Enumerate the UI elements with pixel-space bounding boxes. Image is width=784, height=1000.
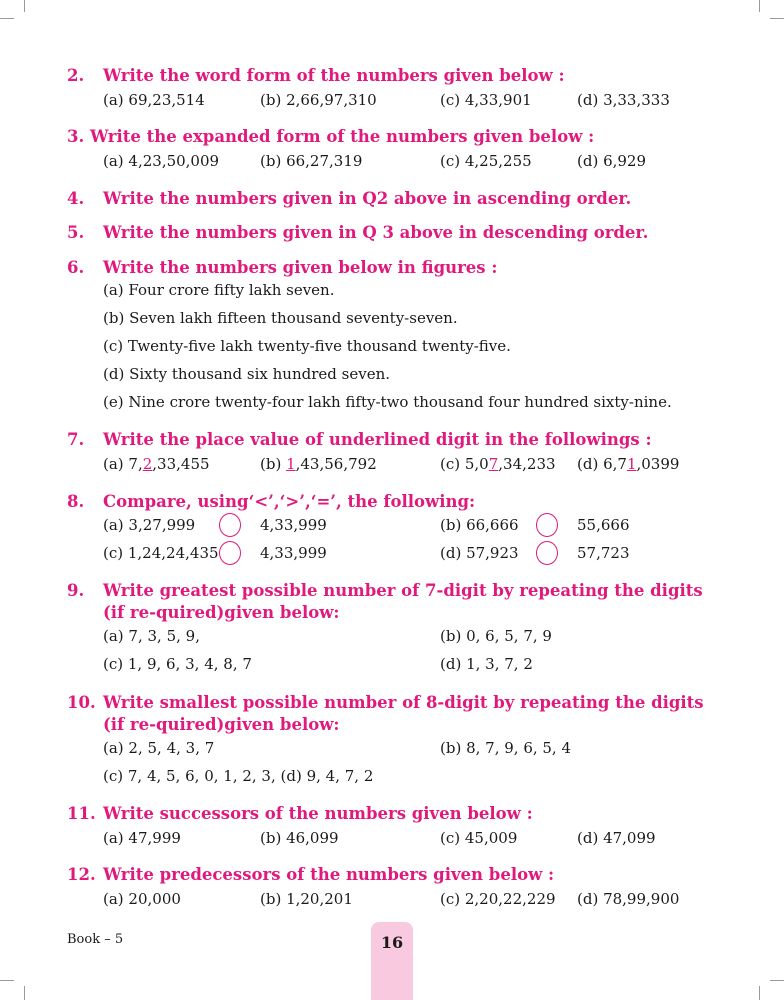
q8-a-right: 4,33,999: [260, 516, 327, 534]
q11-option-a: (a) 47,999: [103, 829, 181, 847]
question-text: Write the numbers given in Q2 above in ascending order.: [103, 189, 632, 208]
q12-option-c: (c) 2,20,22,229: [440, 890, 556, 908]
q9-option-a: (a) 7, 3, 5, 9,: [103, 627, 200, 645]
question-12-heading: [67, 864, 687, 886]
q10-option-b: (b) 8, 7, 9, 6, 5, 4: [440, 739, 572, 757]
underlined-digit: 1: [286, 455, 296, 473]
option-prefix: (c) 5,0: [440, 455, 489, 473]
crop-mark: [759, 0, 760, 12]
option-prefix: (b): [260, 455, 287, 473]
q2-option-b: (b) 2,66,97,310: [260, 91, 377, 109]
q8-d-right: 57,723: [577, 544, 630, 562]
footer-book-label: Book – 5: [67, 932, 124, 947]
q12-option-b: (b) 1,20,201: [260, 890, 353, 908]
question-text: Compare, using‘<’,‘>’,‘=’, the following:: [103, 492, 476, 511]
question-text: Write the word form of the numbers given below :: [103, 66, 565, 85]
underlined-digit: 7: [488, 455, 499, 473]
page-number: 16: [380, 933, 404, 952]
q6-line-c: (c) Twenty-five lakh twenty-five thousand twenty-five.: [103, 337, 511, 355]
q9-option-b: (b) 0, 6, 5, 7, 9: [440, 627, 552, 645]
q10-option-c-d: (c) 7, 4, 5, 6, 0, 1, 2, 3, (d) 9, 4, 7, 2: [103, 767, 374, 785]
q3-option-b: (b) 66,27,319: [260, 152, 363, 170]
q6-line-b: (b) Seven lakh fifteen thousand seventy-seven.: [103, 309, 458, 327]
q3-option-c: (c) 4,25,255: [440, 152, 532, 170]
question-5-heading: [67, 222, 687, 244]
q6-line-e: (e) Nine crore twenty-four lakh fifty-two thousand four hundred sixty-nine.: [103, 393, 672, 411]
option-prefix: (d) 6,7: [577, 455, 627, 473]
compare-circle-c[interactable]: [219, 541, 241, 565]
compare-circle-b[interactable]: [536, 513, 558, 537]
q11-option-b: (b) 46,099: [260, 829, 339, 847]
q8-b-right: 55,666: [577, 516, 630, 534]
question-3-heading: [67, 126, 687, 148]
crop-mark: [0, 18, 14, 19]
option-suffix: ,34,233: [498, 455, 556, 473]
question-2-heading: [67, 65, 687, 87]
question-number: 6.: [67, 258, 85, 277]
q7-option-b: [260, 454, 377, 474]
q7-option-c: [440, 454, 556, 474]
crop-mark: [759, 986, 760, 1000]
option-prefix: (a) 7,: [103, 455, 143, 473]
question-text: Write the expanded form of the numbers given below :: [89, 127, 595, 146]
q9-option-c: (c) 1, 9, 6, 3, 4, 8, 7: [103, 655, 252, 673]
q8-d-left: (d) 57,923: [440, 544, 519, 562]
q8-a-left: (a) 3,27,999: [103, 516, 196, 534]
question-text: Write the place value of underlined digit in the followings :: [103, 430, 652, 449]
q8-c-left: (c) 1,24,24,435: [103, 544, 219, 562]
question-number: 11.: [67, 804, 96, 823]
question-7-heading: [67, 429, 687, 451]
question-4-heading: [67, 188, 687, 210]
question-text: Write greatest possible number of 7-digit by repeating the digits (if re-quired)given below:: [103, 581, 703, 622]
question-number: 10.: [67, 693, 96, 712]
q7-option-d: [577, 454, 679, 474]
question-text: Write predecessors of the numbers given below :: [103, 865, 555, 884]
question-text: Write the numbers given below in figures :: [103, 258, 498, 277]
question-8-heading: [67, 491, 687, 513]
q9-option-d: (d) 1, 3, 7, 2: [440, 655, 533, 673]
question-number: 9.: [67, 581, 85, 600]
question-text: Write the numbers given in Q 3 above in descending order.: [103, 223, 649, 242]
q8-b-left: (b) 66,666: [440, 516, 519, 534]
question-11-heading: [67, 803, 687, 825]
question-number: 4.: [67, 189, 85, 208]
q2-option-c: (c) 4,33,901: [440, 91, 532, 109]
q6-line-d: (d) Sixty thousand six hundred seven.: [103, 365, 391, 383]
option-suffix: ,43,56,792: [295, 455, 377, 473]
q12-option-d: (d) 78,99,900: [577, 890, 680, 908]
q3-option-a: (a) 4,23,50,009: [103, 152, 220, 170]
question-10-heading: [67, 692, 723, 736]
crop-mark: [770, 980, 784, 981]
q11-option-d: (d) 47,099: [577, 829, 656, 847]
compare-circle-d[interactable]: [536, 541, 558, 565]
q10-option-a: (a) 2, 5, 4, 3, 7: [103, 739, 215, 757]
crop-mark: [0, 980, 14, 981]
question-text: Write smallest possible number of 8-digit by repeating the digits (if re-quired)given below:: [103, 693, 704, 734]
q2-option-a: (a) 69,23,514: [103, 91, 205, 109]
question-text: Write successors of the numbers given below :: [103, 804, 533, 823]
question-number: 8.: [67, 492, 85, 511]
underlined-digit: 2: [142, 455, 153, 473]
crop-mark: [24, 986, 25, 1000]
compare-circle-a[interactable]: [219, 513, 241, 537]
question-number: 5.: [67, 223, 85, 242]
crop-mark: [770, 18, 784, 19]
crop-mark: [24, 0, 25, 12]
q8-c-right: 4,33,999: [260, 544, 327, 562]
q7-option-a: [103, 454, 210, 474]
question-6-heading: [67, 257, 687, 279]
q12-option-a: (a) 20,000: [103, 890, 181, 908]
underlined-digit: 1: [626, 455, 637, 473]
question-number: 12.: [67, 865, 96, 884]
question-9-heading: [67, 580, 723, 624]
question-number: 2.: [67, 66, 85, 85]
q2-option-d: (d) 3,33,333: [577, 91, 670, 109]
q6-line-a: (a) Four crore fifty lakh seven.: [103, 281, 335, 299]
q11-option-c: (c) 45,009: [440, 829, 518, 847]
option-suffix: ,0399: [636, 455, 680, 473]
option-suffix: ,33,455: [152, 455, 210, 473]
question-number: 7.: [67, 430, 85, 449]
q3-option-d: (d) 6,929: [577, 152, 647, 170]
question-number: 3.: [67, 127, 85, 146]
